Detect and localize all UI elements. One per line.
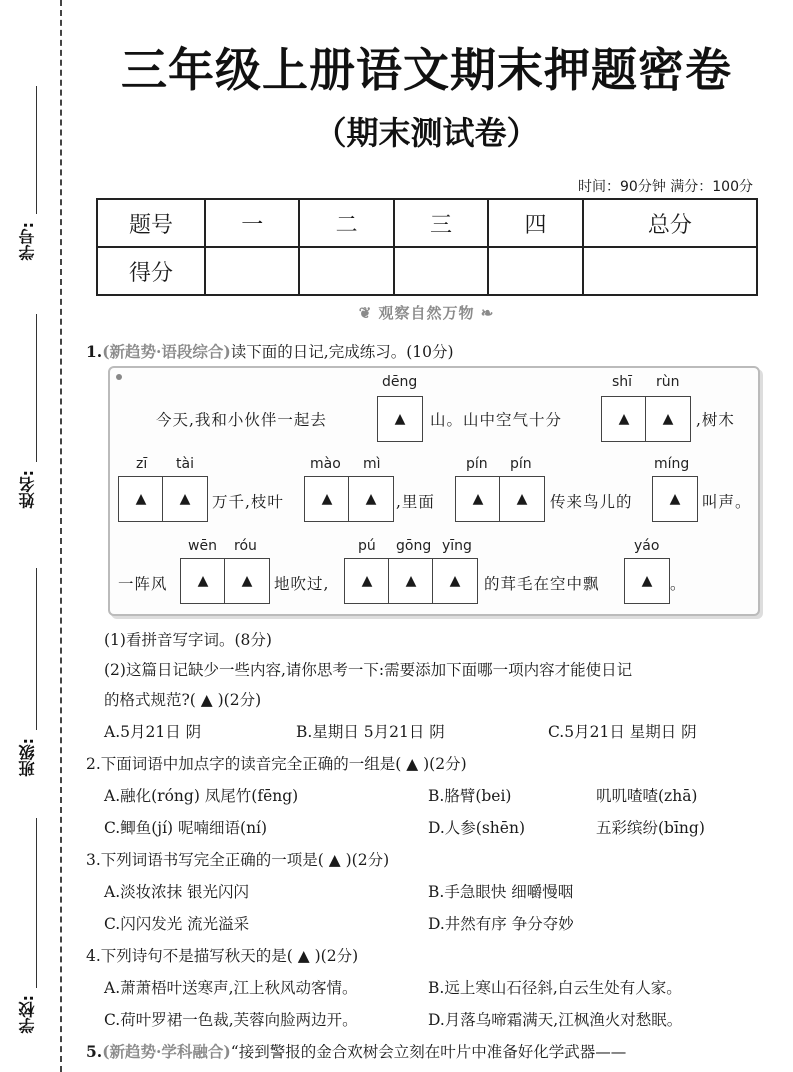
answer-box[interactable]: ▲ — [304, 476, 350, 522]
answer-box[interactable]: ▲ — [348, 476, 394, 522]
answer-box[interactable]: ▲ — [601, 396, 647, 442]
question-tag: (新趋势·语段综合) — [102, 342, 231, 361]
option-b[interactable]: B.星期日 5月21日 阴 — [296, 723, 445, 741]
page-title: 三年级上册语文期末押题密卷 — [121, 43, 732, 97]
option-a[interactable]: A.淡妆浓抹 银光闪闪 — [104, 883, 250, 901]
student-id-line[interactable] — [36, 86, 37, 214]
option-d-extra[interactable]: 五彩缤纷(bīng) — [596, 819, 705, 837]
pinyin: rùn — [656, 374, 680, 390]
question-text: 读下面的日记,完成练习。(10分) — [230, 343, 454, 361]
score-cell: 题号 — [97, 199, 205, 247]
pinyin: pú — [358, 538, 376, 554]
diary-text: 。 — [670, 575, 687, 593]
score-input-cell[interactable] — [205, 247, 299, 295]
question-5-stem — [86, 1040, 626, 1062]
score-table-header-row — [97, 199, 757, 247]
score-input-cell[interactable] — [488, 247, 582, 295]
question-4-stem: 4.下列诗句不是描写秋天的是( ▲ )(2分) — [86, 947, 359, 965]
sub-question-2: (2)这篇日记缺少一些内容,请你思考一下:需要添加下面哪一项内容才能使日记 — [104, 661, 633, 679]
diary-text: ,树木 — [696, 411, 735, 429]
option-b[interactable]: B.手急眼快 细嚼慢咽 — [428, 883, 574, 901]
diary-text: 地吹过, — [274, 575, 330, 593]
score-input-cell[interactable] — [299, 247, 393, 295]
diary-text: ,里面 — [396, 493, 435, 511]
school-line[interactable] — [36, 818, 37, 988]
sub-question-2-cont: 的格式规范?( ▲ )(2分) — [104, 691, 262, 709]
option-b[interactable]: B.远上寒山石径斜,白云生处有人家。 — [428, 979, 682, 997]
answer-box[interactable]: ▲ — [162, 476, 208, 522]
score-cell: 三 — [394, 199, 488, 247]
pinyin: wēn — [188, 538, 217, 554]
answer-box[interactable]: ▲ — [645, 396, 691, 442]
class-line[interactable] — [36, 568, 37, 730]
option-d[interactable]: D.井然有序 争分夺妙 — [428, 915, 574, 933]
pinyin: pín — [466, 456, 488, 472]
diary-text: 的茸毛在空中飘 — [484, 575, 600, 593]
answer-box[interactable]: ▲ — [344, 558, 390, 604]
pinyin: gōng — [396, 538, 432, 554]
leaf-ornament-icon: ❦ — [358, 304, 379, 322]
score-table-score-row — [97, 247, 757, 295]
option-a[interactable]: A.萧萧梧叶送寒声,江上秋风动客情。 — [104, 979, 358, 997]
answer-box[interactable]: ▲ — [180, 558, 226, 604]
score-input-cell[interactable] — [394, 247, 488, 295]
pinyin: tài — [176, 456, 194, 472]
binding-dashed-line — [60, 0, 62, 1072]
option-b[interactable]: B.胳臂(bei) — [428, 787, 512, 805]
score-cell: 得分 — [97, 247, 205, 295]
pinyin: mào — [310, 456, 341, 472]
pinyin: pín — [510, 456, 532, 472]
question-3-stem: 3.下列词语书写完全正确的一项是( ▲ )(2分) — [86, 851, 390, 869]
question-1-stem — [86, 340, 454, 362]
answer-box[interactable]: ▲ — [388, 558, 434, 604]
answer-box[interactable]: ▲ — [652, 476, 698, 522]
answer-box[interactable]: ▲ — [624, 558, 670, 604]
student-id-label: 学号: — [18, 222, 37, 261]
option-c[interactable]: C.鲫鱼(jí) 呢喃细语(ní) — [104, 819, 268, 837]
exam-meta: 时间：90分钟 满分：100分 — [578, 179, 753, 195]
question-2-stem: 2.下面词语中加点字的读音完全正确的一组是( ▲ )(2分) — [86, 755, 467, 773]
name-label: 姓名: — [18, 470, 37, 509]
question-number: 1. — [86, 342, 103, 361]
pinyin: zī — [136, 456, 148, 472]
pinyin: shī — [612, 374, 633, 390]
option-c[interactable]: C.闪闪发光 流光溢采 — [104, 915, 250, 933]
pinyin: róu — [234, 538, 257, 554]
score-cell: 总分 — [583, 199, 757, 247]
option-d[interactable]: D.月落乌啼霜满天,江枫渔火对愁眠。 — [428, 1011, 683, 1029]
answer-box[interactable]: ▲ — [377, 396, 423, 442]
score-table — [96, 198, 758, 296]
answer-box[interactable]: ▲ — [224, 558, 270, 604]
pinyin: yáo — [634, 538, 660, 554]
diary-text: 传来鸟儿的 — [550, 493, 633, 511]
option-c[interactable]: C.5月21日 星期日 阴 — [548, 723, 697, 741]
class-label: 班级: — [18, 738, 37, 777]
option-a[interactable]: A.5月21日 阴 — [104, 723, 202, 741]
diary-text: 山。山中空气十分 — [430, 411, 563, 429]
answer-box[interactable]: ▲ — [455, 476, 501, 522]
answer-box[interactable]: ▲ — [432, 558, 478, 604]
pinyin: dēng — [382, 374, 418, 390]
score-cell: 二 — [299, 199, 393, 247]
score-cell: 一 — [205, 199, 299, 247]
score-input-cell[interactable] — [583, 247, 757, 295]
option-a[interactable]: A.融化(róng) 凤尾竹(fēng) — [104, 787, 299, 805]
school-label: 学校: — [18, 995, 37, 1034]
pinyin: yīng — [442, 538, 472, 554]
diary-text: 万千,枝叶 — [212, 493, 284, 511]
section-banner — [60, 302, 793, 323]
diary-text: 一阵风 — [118, 575, 168, 593]
diary-text: 叫声。 — [702, 493, 752, 511]
answer-box[interactable]: ▲ — [118, 476, 164, 522]
pinyin: mì — [363, 456, 381, 472]
section-banner-text: 观察自然万物 — [378, 304, 475, 322]
answer-box[interactable]: ▲ — [499, 476, 545, 522]
option-c[interactable]: C.荷叶罗裙一色裁,芙蓉向脸两边开。 — [104, 1011, 358, 1029]
diary-text: 今天,我和小伙伴一起去 — [156, 411, 327, 429]
option-d[interactable]: D.人参(shēn) — [428, 819, 525, 837]
question-tag: (新趋势·学科融合) — [102, 1042, 231, 1061]
question-number: 5. — [86, 1042, 103, 1061]
question-text: “接到警报的金合欢树会立刻在叶片中准备好化学武器—— — [230, 1043, 627, 1061]
leaf-ornament-icon: ❧ — [474, 304, 495, 322]
score-cell: 四 — [488, 199, 582, 247]
pinyin: míng — [654, 456, 690, 472]
pin-icon — [116, 374, 122, 380]
page-subtitle: （期末测试卷） — [314, 114, 539, 152]
sub-question-1: (1)看拼音写字词。(8分) — [104, 631, 272, 649]
option-b-extra[interactable]: 叽叽喳喳(zhā) — [596, 787, 698, 805]
name-line[interactable] — [36, 314, 37, 462]
